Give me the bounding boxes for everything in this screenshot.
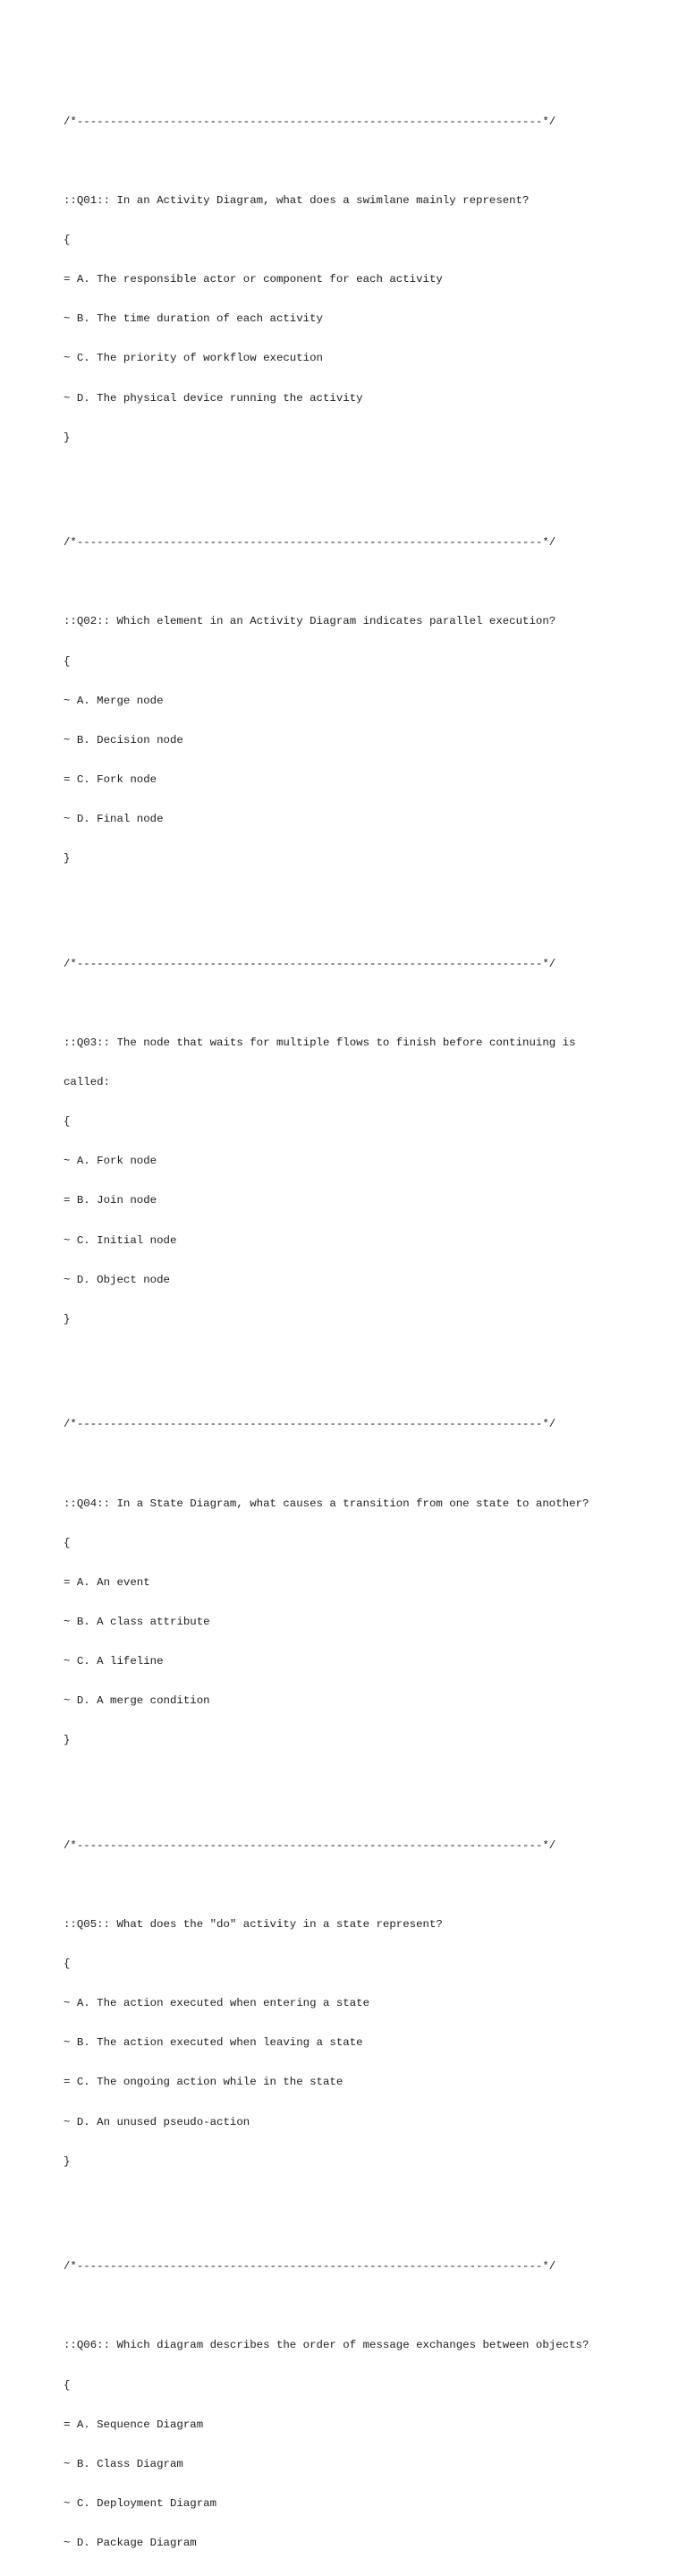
open-brace: {: [64, 1536, 71, 1549]
close-brace: }: [64, 1312, 71, 1326]
gift-quiz-document: [64, 63, 636, 2576]
comment-separator: /*----------------------------------------------------------------------*/: [64, 115, 556, 128]
blank-line: [64, 997, 636, 1011]
answer-option: ~ C. The priority of workflow execution: [64, 352, 323, 365]
comment-separator: /*----------------------------------------------------------------------*/: [64, 957, 556, 970]
open-brace: {: [64, 1958, 71, 1971]
answer-option: ~ D. Package Diagram: [64, 2537, 197, 2550]
answer-option: ~ B. Class Diagram: [64, 2457, 183, 2470]
answer-option: = A. An event: [64, 1575, 150, 1589]
answer-option: ~ D. Object node: [64, 1273, 170, 1286]
comment-separator: /*----------------------------------------------------------------------*/: [64, 536, 556, 550]
question-text-continued: called:: [64, 1076, 111, 1089]
answer-option: ~ B. Decision node: [64, 733, 183, 746]
close-brace: }: [64, 431, 71, 444]
question-text: ::Q03:: The node that waits for multiple flows to finish before continuing is: [64, 1036, 576, 1049]
blank-line: [64, 1773, 636, 1787]
blank-line: [64, 1352, 636, 1366]
open-brace: {: [64, 1115, 71, 1129]
blank-line: [64, 1879, 636, 1892]
blank-line: [64, 2299, 636, 2313]
question-text: ::Q01:: In an Activity Diagram, what does a swimlane mainly represent?: [64, 194, 530, 208]
question-text: ::Q06:: Which diagram describes the order of message exchanges between objects?: [64, 2339, 589, 2352]
comment-separator: /*----------------------------------------------------------------------*/: [64, 1418, 556, 1431]
answer-option: ~ B. The time duration of each activity: [64, 312, 323, 326]
question-text: ::Q05:: What does the "do" activity in a state represent?: [64, 1918, 443, 1931]
answer-option: ~ D. An unused pseudo-action: [64, 2115, 250, 2128]
blank-line: [64, 471, 636, 484]
answer-option: ~ A. Fork node: [64, 1155, 157, 1168]
answer-option: ~ D. The physical device running the activity: [64, 391, 363, 405]
answer-option: = C. Fork node: [64, 772, 157, 786]
answer-option: ~ C. A lifeline: [64, 1654, 164, 1668]
blank-line: [64, 2195, 636, 2208]
answer-option: ~ A. The action executed when entering a state: [64, 1997, 370, 2010]
answer-option: ~ D. Final node: [64, 813, 164, 826]
question-text: ::Q02:: Which element in an Activity Diagram indicates parallel execution?: [64, 615, 556, 628]
close-brace: }: [64, 2154, 71, 2168]
answer-option: = A. Sequence Diagram: [64, 2418, 204, 2431]
answer-option: ~ B. The action executed when leaving a state: [64, 2036, 363, 2050]
answer-option: = B. Join node: [64, 1194, 157, 1207]
comment-separator: /*----------------------------------------------------------------------*/: [64, 1838, 556, 1852]
answer-option: ~ C. Initial node: [64, 1233, 177, 1247]
blank-line: [64, 891, 636, 905]
open-brace: {: [64, 2378, 71, 2392]
answer-option: = C. The ongoing action while in the state: [64, 2076, 344, 2089]
blank-line: [64, 1457, 636, 1471]
comment-separator: /*----------------------------------------------------------------------*/: [64, 2260, 556, 2273]
blank-line: [64, 576, 636, 589]
answer-option: ~ A. Merge node: [64, 694, 164, 707]
close-brace: }: [64, 852, 71, 866]
open-brace: {: [64, 234, 71, 247]
answer-option: = A. The responsible actor or component for each activity: [64, 273, 443, 286]
answer-option: ~ C. Deployment Diagram: [64, 2496, 217, 2510]
blank-line: [64, 155, 636, 168]
open-brace: {: [64, 654, 71, 668]
question-text: ::Q04:: In a State Diagram, what causes a transition from one state to another?: [64, 1497, 589, 1510]
close-brace: }: [64, 1734, 71, 1747]
answer-option: ~ D. A merge condition: [64, 1694, 210, 1708]
answer-option: ~ B. A class attribute: [64, 1615, 210, 1628]
